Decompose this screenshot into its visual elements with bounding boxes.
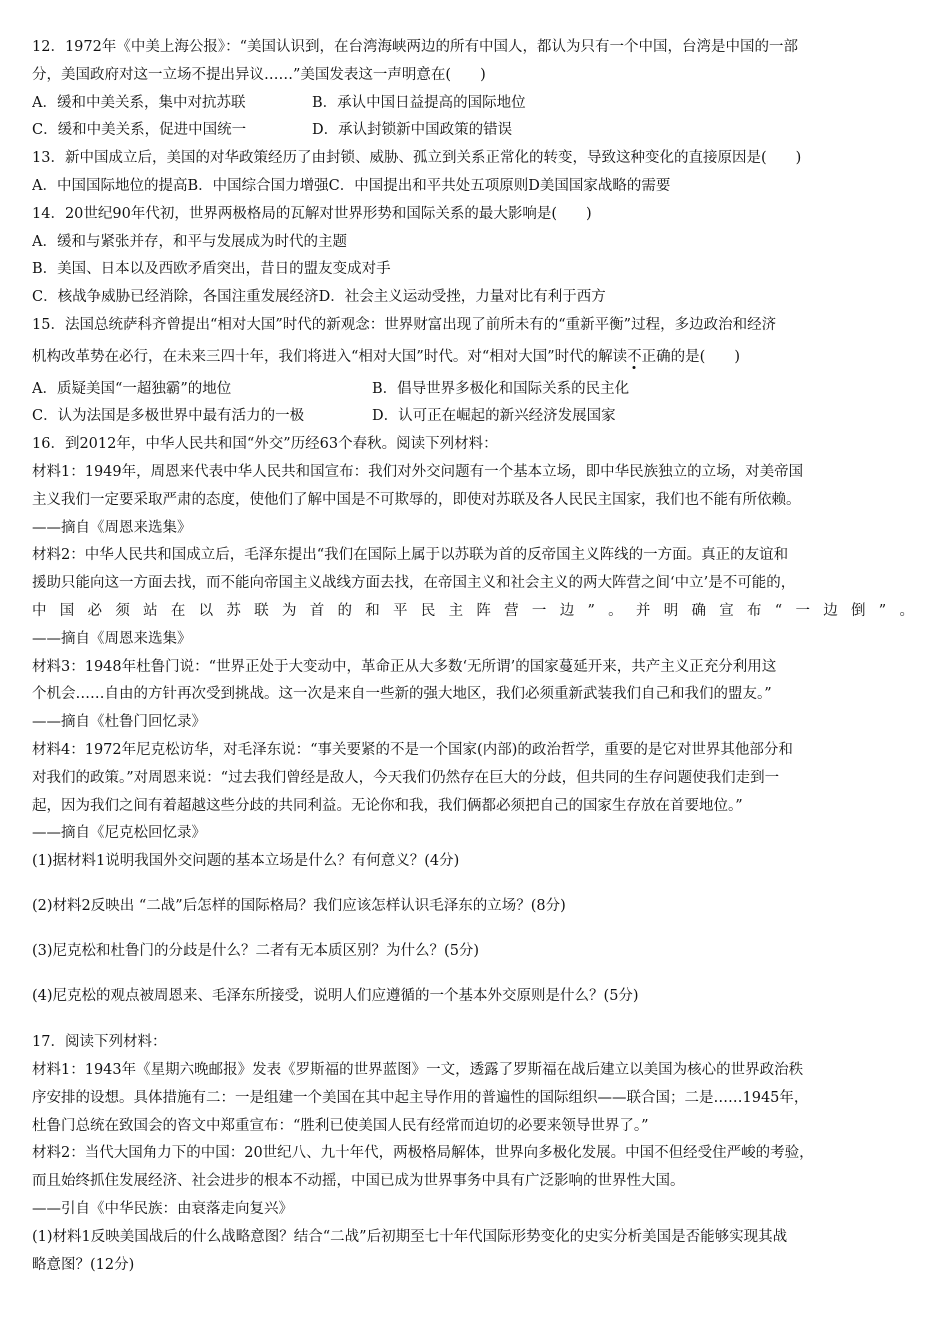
option-b: B．美国、日本以及西欧矛盾突出，昔日的盟友变成对手 <box>32 261 391 278</box>
option-b: B．承认中国日益提高的国际地位 <box>312 94 526 111</box>
question-15-options-row-2 <box>32 403 920 431</box>
option-a: A．缓和与紧张并存，和平与发展成为时代的主题 <box>32 233 347 250</box>
material-4-source: ——摘自《尼克松回忆录》 <box>32 825 206 842</box>
question-13-stem: 13．新中国成立后，美国的对华政策经历了由封锁、威胁、孤立到关系正常化的转变，导致这种变化的直接原因是( ) <box>32 150 802 167</box>
question-15-stem-line-2 <box>32 344 920 372</box>
material-1-line-2: 主义我们一定要采取严肃的态度，使他们了解中国是不可欺辱的，即使对苏联及各人民民主国家，我们也不能有所依赖。 <box>32 491 801 508</box>
question-14-stem: 14．20世纪90年代初，世界两极格局的瓦解对世界形势和国际关系的最大影响是( ) <box>32 205 592 222</box>
question-12-options-row-1 <box>32 90 920 118</box>
option-c: C．认为法国是多极世界中最有活力的一极 <box>32 408 305 425</box>
option-c: C．缓和中美关系，促进中国统一 <box>32 122 247 139</box>
sub-question-1: (1)据材料1说明我国外交问题的基本立场是什么？有何意义？(4分) <box>32 853 460 870</box>
material-1-line-1: 材料1：1943年《星期六晚邮报》发表《罗斯福的世界蓝图》一文，透露了罗斯福在战后建立以美国为核心的世界政治秩 <box>32 1062 804 1079</box>
material-3-line-1: 材料3：1948年杜鲁门说：“世界正处于大变动中，革命正从大多数‘无所谓’的国家蔓延开来，共产主义正充分利用这 <box>32 658 777 675</box>
material-2-line-1: 材料2：当代大国角力下的中国：20世纪八、九十年代，两极格局解体，世界向多极化发展。中国不但经受住严峻的考验， <box>32 1145 814 1162</box>
question-15-stem-text: 机构改革势在必行，在未来三四十年，我们将进入“相对大国”时代。对“相对大国”时代的解读 <box>32 348 628 365</box>
material-4-line-2: 对我们的政策。”对周恩来说：“过去我们曾经是敌人，今天我们仍然存在巨大的分歧，但共同的生存问题使我们走到一 <box>32 769 780 786</box>
material-2-line-2: 而且始终抓住发展经济、社会进步的根本不动摇，中国已成为世界事务中具有广泛影响的世界性大国。 <box>32 1173 685 1190</box>
question-15-stem-tail: 正确的是( ) <box>641 348 740 365</box>
question-16 <box>32 431 920 1010</box>
material-1-line-2: 序安排的设想。具体措施有二：一是组建一个美国在其中起主导作用的普遍性的国际组织——联合国；二是……1945年， <box>32 1089 809 1106</box>
sub-question-2: (2)材料2反映出 “二战”后怎样的国际格局？我们应该怎样认识毛泽东的立场？(8分) <box>32 897 566 914</box>
material-1-source: ——摘自《周恩来选集》 <box>32 519 192 536</box>
question-15-stem-line-1: 15．法国总统萨科齐曾提出“相对大国”时代的新观念：世界财富出现了前所未有的“重新平衡”过程，多边政治和经济 <box>32 316 777 333</box>
question-15 <box>32 312 920 431</box>
question-13-options: A．中国国际地位的提高B．中国综合国力增强C．中国提出和平共处五项原则D美国国家战略的需要 <box>32 177 671 194</box>
question-17-stem: 17．阅读下列材料： <box>32 1034 167 1051</box>
question-15-options-row-1 <box>32 376 920 404</box>
question-16-stem: 16．到2012年，中华人民共和国“外交”历经63个春秋。阅读下列材料： <box>32 436 498 453</box>
material-2-source: ——摘自《周恩来选集》 <box>32 630 192 647</box>
material-3-line-2: 个机会……自由的方针再次受到挑战。这一次是来自一些新的强大地区，我们必须重新武装我们自己和我们的盟友。” <box>32 686 772 703</box>
question-12-stem-line-2: 分，美国政府对这一立场不提出异议……”美国发表这一声明意在( ) <box>32 66 486 83</box>
question-17 <box>32 1029 920 1279</box>
option-a: A．质疑美国“一超独霸”的地位 <box>32 380 232 397</box>
material-2-line-1: 材料2：中华人民共和国成立后，毛泽东提出“我们在国际上属于以苏联为首的反帝国主义阵线的一方面。真正的友谊和 <box>32 547 789 564</box>
material-2-line-2: 援助只能向这一方面去找，而不能向帝国主义战线方面去找，在帝国主义和社会主义的两大阵营之间‘中立’是不可能的， <box>32 575 796 592</box>
sub-question-1-line-1: (1)材料1反映美国战后的什么战略意图？结合“二战”后初期至七十年代国际形势变化的史实分析美国是否能够实现其战 <box>32 1228 788 1245</box>
question-12 <box>32 34 920 145</box>
sub-question-4: (4)尼克松的观点被周恩来、毛泽东所接受，说明人们应遵循的一个基本外交原则是什么？(5分) <box>32 987 639 1004</box>
exam-page <box>32 34 920 1279</box>
option-a: A．缓和中美关系，集中对抗苏联 <box>32 94 246 111</box>
material-4-line-3: 起，因为我们之间有着超越这些分歧的共同利益。无论你和我，我们俩都必须把自己的国家生存放在首要地位。” <box>32 797 743 814</box>
option-d: D．承认封锁新中国政策的错误 <box>312 122 513 139</box>
emphasized-word: 不 <box>627 348 642 365</box>
material-2-source: ——引自《中华民族：由衰落走向复兴》 <box>32 1201 293 1218</box>
option-d: D．认可正在崛起的新兴经济发展国家 <box>372 408 616 425</box>
sub-question-3: (3)尼克松和杜鲁门的分歧是什么？二者有无本质区别？为什么？(5分) <box>32 942 480 959</box>
material-2-line-3: 中国必须站在以苏联为首的和平民主阵营一边”。并明确宣布“一边倒”。 <box>32 602 920 619</box>
material-4-line-1: 材料4：1972年尼克松访华，对毛泽东说：“事关要紧的不是一个国家(内部)的政治哲学，重要的是它对世界其他部分和 <box>32 741 793 758</box>
question-12-stem-line-1: 12．1972年《中美上海公报》：“美国认识到，在台湾海峡两边的所有中国人，都认为只有一个中国，台湾是中国的一部 <box>32 39 799 55</box>
options-c-d: C．核战争威胁已经消除，各国注重发展经济D．社会主义运动受挫，力量对比有利于西方 <box>32 289 606 306</box>
question-14 <box>32 201 920 312</box>
option-b: B．倡导世界多极化和国际关系的民主化 <box>372 380 630 397</box>
material-1-line-3: 杜鲁门总统在致国会的咨文中郑重宣布：“胜利已使美国人民有经常而迫切的必要来领导世界了。” <box>32 1117 649 1134</box>
material-1-line-1: 材料1：1949年，周恩来代表中华人民共和国宣布：我们对外交问题有一个基本立场，即中华民族独立的立场，对美帝国 <box>32 463 804 480</box>
question-12-options-row-2 <box>32 117 920 145</box>
material-3-source: ——摘自《杜鲁门回忆录》 <box>32 714 206 731</box>
sub-question-1-line-2: 略意图？(12分) <box>32 1256 135 1273</box>
question-13 <box>32 145 920 201</box>
